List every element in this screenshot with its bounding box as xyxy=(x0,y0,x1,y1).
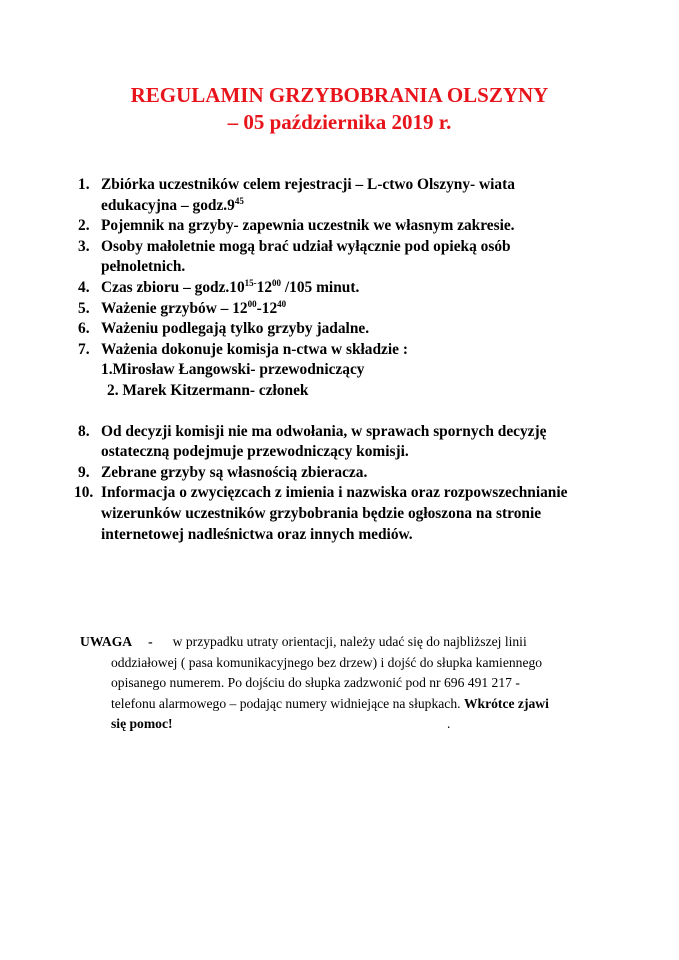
rule-item-2 xyxy=(78,216,648,237)
spacer xyxy=(78,402,648,422)
note-first-line xyxy=(80,632,598,653)
rule-text-continued: wizerunków uczestników grzybobrania będzie ogłoszona na stronie xyxy=(101,504,542,522)
note-text: się pomoc! . xyxy=(80,714,598,735)
rule-text: Czas zbioru – $godz.10^{15-}12^{00}$ /105 minut. xyxy=(101,277,360,296)
note-text: telefonu alarmowego – podając numery widniejące na słupkach. Wkrótce zjawi xyxy=(111,695,549,711)
rule-item-5 xyxy=(78,299,648,320)
rule-number: 5. xyxy=(78,299,90,317)
rule-number: 8. xyxy=(78,422,90,440)
rule-text: Ważeniu podlegają tylko grzyby jadalne. xyxy=(101,320,370,338)
rule-text: Osoby małoletnie mogą brać udział wyłącznie pod opieką osób xyxy=(101,237,511,255)
rule-item-8 xyxy=(78,422,648,463)
rule-text: Informacja o zwycięzcach z imienia i nazwiska oraz rozpowszechnianie xyxy=(101,484,568,502)
rule-text: Od decyzji komisji nie ma odwołania, w sprawach spornych decyzję xyxy=(101,422,547,440)
rule-number: 10. xyxy=(74,484,94,502)
rule-item-7 xyxy=(78,340,648,402)
note-dash: - xyxy=(148,634,153,649)
note-text: w przypadku utraty orientacji, należy udać się do najbliższej linii xyxy=(172,634,527,649)
rule-item-6 xyxy=(78,319,648,340)
page-subtitle-date: – 05 października 2019 r. xyxy=(227,110,452,134)
rules-list xyxy=(74,175,648,545)
note-text: opisanego numerem. Po dojściu do słupka zadzwonić pod nr 696 491 217 - xyxy=(111,675,520,690)
rule-item-10 xyxy=(74,483,648,545)
rule-item-4 xyxy=(78,278,648,299)
rule-item-1 xyxy=(78,175,648,216)
rule-number: 7. xyxy=(78,340,90,358)
rule-number: 9. xyxy=(78,463,90,481)
rule-text-continued: ostateczną podejmuje przewodniczący komisji. xyxy=(101,443,409,461)
rule-text-continued: pełnoletnich. xyxy=(101,258,186,276)
rule-text-continued: edukacyjna – $godz.9^{45}$ xyxy=(101,195,244,214)
rule-text: Zebrane grzyby są własnością zbieracza. xyxy=(101,463,368,481)
rule-number: 2. xyxy=(78,217,90,235)
note-text: oddziałowej ( pasa komunikacyjnego bez drzew) i dojść do słupka kamiennego xyxy=(111,654,543,670)
committee-member-2: 2. Marek Kitzermann- członek xyxy=(107,381,309,399)
rule-text-continued: internetowej nadleśnictwa oraz innych mediów. xyxy=(101,525,413,543)
rule-number: 1. xyxy=(78,176,90,193)
note-label: UWAGA xyxy=(80,634,133,649)
rule-text: Pojemnik na grzyby- zapewnia uczestnik we własnym zakresie. xyxy=(101,217,515,235)
rule-number: 4. xyxy=(78,278,90,296)
rule-text: Ważenia dokonuje komisja n-ctwa w składzie : xyxy=(101,340,408,358)
rule-text: Ważenie grzybów – $12^{00}-12^{40}$ xyxy=(101,298,287,317)
rule-item-3 xyxy=(78,237,648,278)
warning-note xyxy=(80,632,598,735)
committee-member-1: 1.Mirosław Łangowski- przewodniczący xyxy=(101,361,365,379)
page-title: REGULAMIN GRZYBOBRANIA OLSZYNY xyxy=(130,83,549,107)
rule-number: 6. xyxy=(78,320,90,338)
rule-number: 3. xyxy=(78,237,90,255)
note-trailing-dot: . xyxy=(447,716,451,731)
rule-text: Zbiórka uczestników celem rejestracji – L-ctwo Olszyny- wiata xyxy=(101,176,515,193)
rule-item-9 xyxy=(78,463,648,484)
